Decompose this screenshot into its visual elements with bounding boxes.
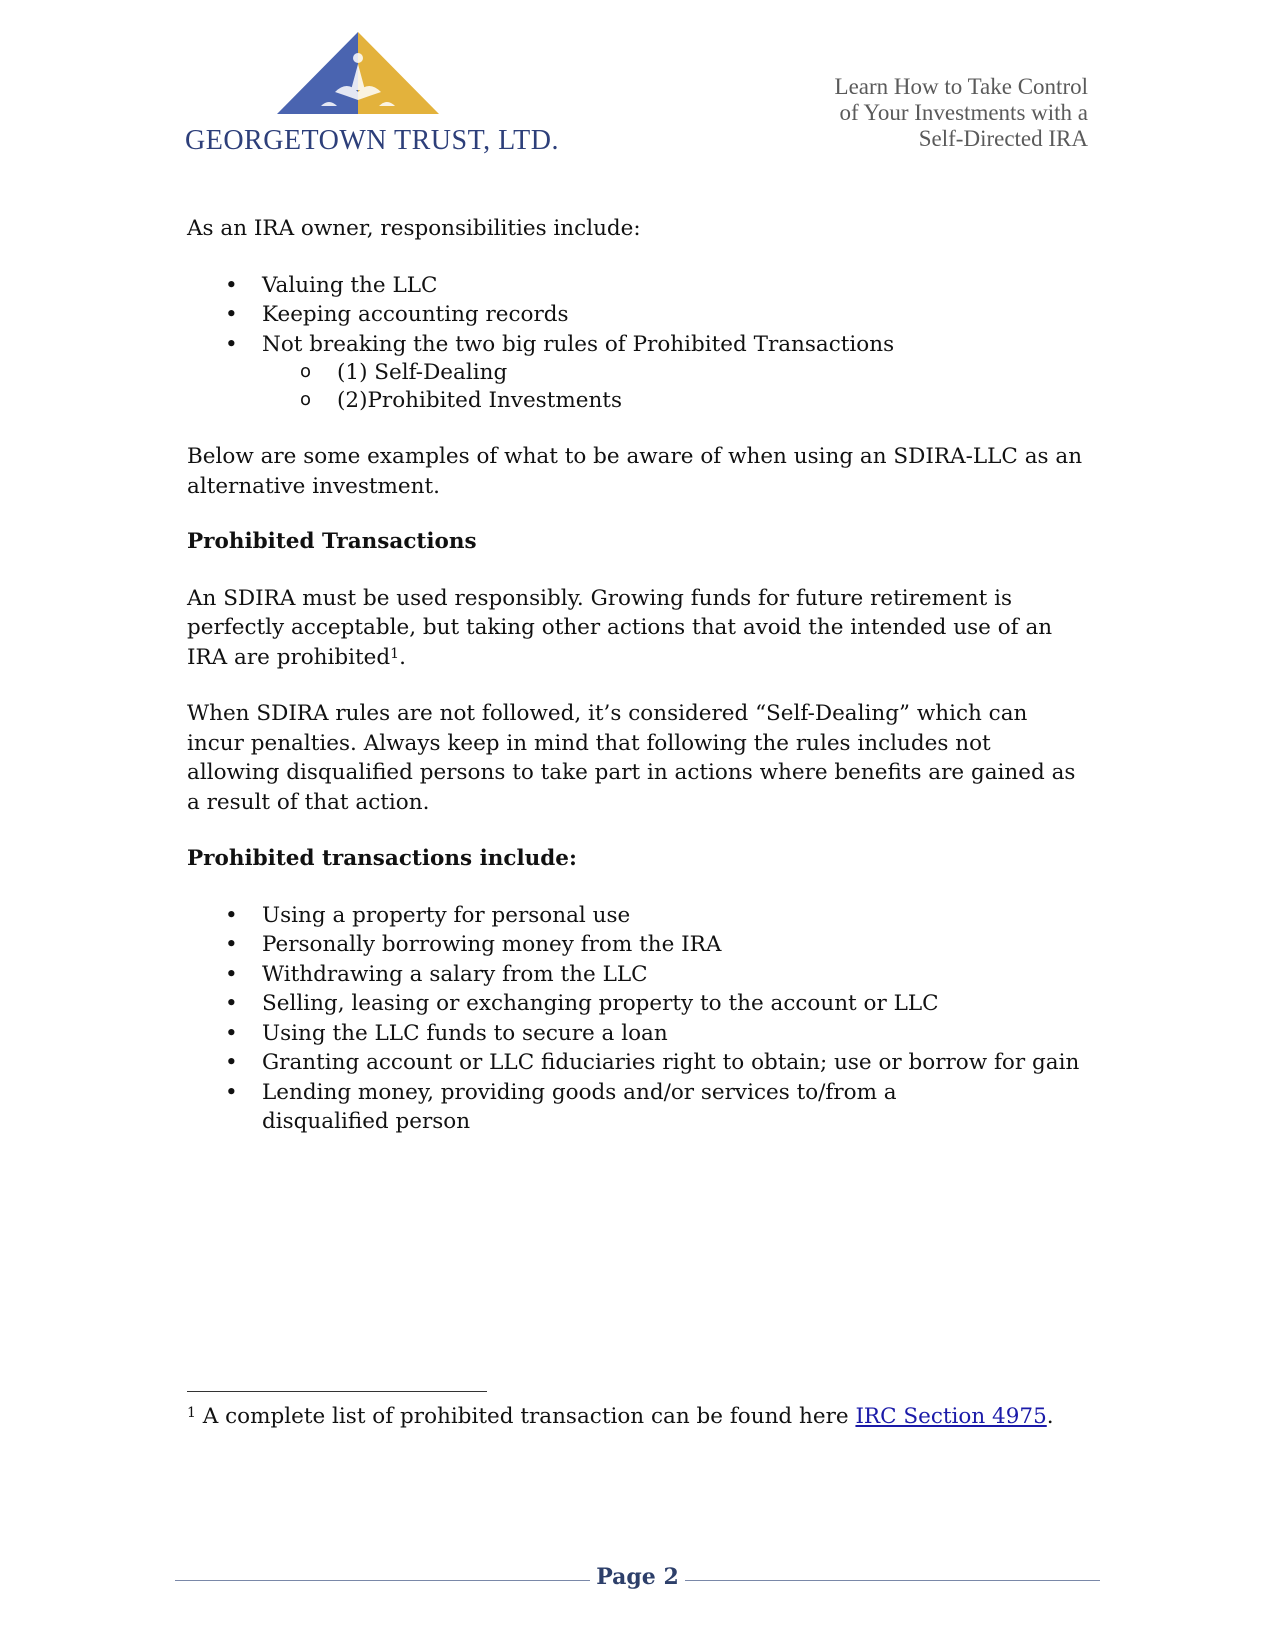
intro-paragraph: As an IRA owner, responsibilities include: [187, 216, 641, 241]
footnote-number: 1 [187, 1405, 196, 1421]
section-heading: Prohibited Transactions [187, 529, 477, 554]
examples-paragraph: Below are some examples of what to be aware of when using an SDIRA-LLC as an alternative investment. [187, 444, 1083, 499]
footnote-divider [187, 1391, 487, 1392]
self-dealing-paragraph: When SDIRA rules are not followed, it’s considered “Self-Dealing” which can incur penalties. Always keep in mind that following the rules includes not allowing disqualified persons to take part in actions where benefits are gained as a result of that action. [187, 701, 1076, 815]
company-name: GEORGETOWN TRUST, LTD. [185, 125, 559, 156]
sub-list-item: o (1) Self-Dealing [187, 359, 1087, 387]
list-item: • Lending money, providing goods and/or services to/from a disqualified person [187, 1078, 1087, 1137]
logo-triangle-icon [277, 30, 439, 120]
paragraph-text: An SDIRA must be used responsibly. Growing funds for future retirement is perfectly acceptable, but taking other actions that avoid the intended use of an IRA are prohibited [187, 585, 1053, 670]
section-heading: Prohibited transactions include: [187, 846, 577, 871]
tagline-line: of Your Investments with a [839, 100, 1088, 125]
list-item: • Personally borrowing money from the IRA [187, 930, 1087, 960]
list-item: • Using a property for personal use [187, 901, 1087, 931]
document-body [187, 214, 1087, 1137]
irc-section-link[interactable]: IRC Section 4975 [855, 1404, 1047, 1429]
paragraph-end: . [399, 644, 406, 670]
prohibited-list [187, 901, 1087, 1137]
tagline-line: Learn How to Take Control [834, 74, 1088, 99]
list-item: • Granting account or LLC fiduciaries right to obtain; use or borrow for gain [187, 1048, 1087, 1078]
footnote [187, 1402, 1054, 1431]
footer-rule-right [685, 1580, 1100, 1581]
list-item: • Valuing the LLC [187, 271, 1087, 301]
footnote-end: . [1046, 1404, 1054, 1429]
tagline-line: Self-Directed IRA [918, 126, 1088, 151]
list-item: • Not breaking the two big rules of Prohibited Transactions [187, 330, 1087, 360]
responsibilities-list [187, 271, 1087, 416]
responsibility-paragraph [187, 584, 1087, 673]
footnote-ref: 1 [390, 645, 400, 662]
list-item: • Withdrawing a salary from the LLC [187, 960, 1087, 990]
header-tagline [835, 74, 1088, 152]
list-item: • Using the LLC funds to secure a loan [187, 1019, 1087, 1049]
page-footer [175, 1564, 1100, 1594]
sub-list-item: o (2)Prohibited Investments [187, 387, 1087, 415]
page-number: Page 2 [596, 1564, 679, 1590]
footnote-text: A complete list of prohibited transaction can be found here [195, 1404, 856, 1429]
list-item: • Selling, leasing or exchanging property to the account or LLC [187, 989, 1087, 1019]
company-logo [185, 30, 565, 160]
list-item: • Keeping accounting records [187, 300, 1087, 330]
